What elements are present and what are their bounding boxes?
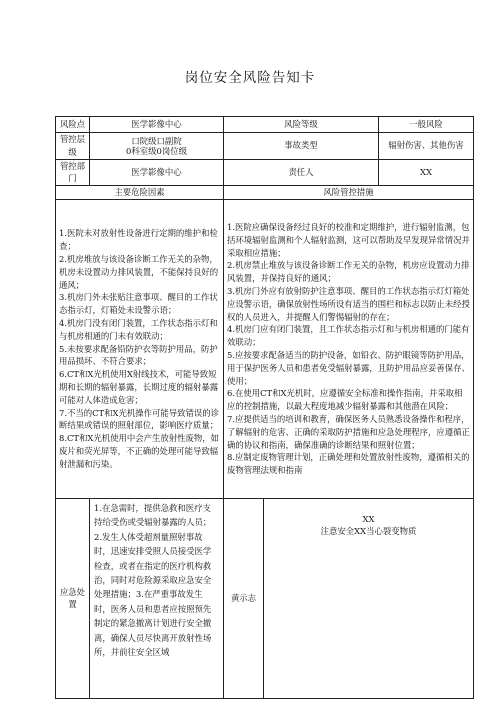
control-level-line-1: 口院级口副院 bbox=[131, 135, 182, 146]
risk-point-label: 风险点 bbox=[56, 117, 90, 133]
risk-point-value: 医学影像中心 bbox=[90, 117, 224, 133]
measure-item: 5.应按要求配备适当的防护设备，如铅衣、防护眼镜等防护用品，用于保护医务人员和患者免受辐射暴露，且防护用品应妥善保存、使用； bbox=[227, 349, 470, 386]
row-factors-measures bbox=[56, 199, 474, 498]
measure-item: 8.应制定废物管理计划，正确处理和处置放射性废物，遵循相关的废物管理法规和指南 bbox=[227, 452, 470, 476]
measures-list bbox=[224, 199, 474, 498]
row-control-level bbox=[56, 133, 474, 160]
factor-item: 2.机房堆放与该设备诊断工作无关的杂物，机房未设置动力排风装置，不能保持良好的通风； bbox=[59, 254, 219, 290]
accident-type-value: 辐射伤害、其他伤害 bbox=[379, 133, 474, 160]
factors-list bbox=[56, 199, 224, 498]
factor-item: 5.未按要求配备铅防护衣等防护用品，防护用品损坏、不符合要求； bbox=[59, 343, 218, 367]
sign-label: 黄示志 bbox=[224, 498, 264, 698]
risk-level-value: 一般风险 bbox=[379, 117, 474, 133]
row-department bbox=[56, 159, 474, 186]
measure-item: 7.应提供适当的培训和教育，确保医务人员熟悉设备操作和程序，了解辐射的危害、正确的采取防护措施和应急处理程序，应遵循正确的协议和指南，确保准确的诊断结果和照射位置； bbox=[227, 413, 470, 450]
factor-item: 3.机房门外未张贴注意事项、醒目的工作状态指示灯，灯箱处未设警示语； bbox=[59, 292, 218, 316]
dept-value: 医学影像中心 bbox=[90, 159, 224, 186]
emergency-label: 应急处置 bbox=[56, 498, 90, 698]
measure-item: 3.机房门外应有放射防护注意事项、醒目的工作状态指示灯灯箱处应设警示语，确保放射性场所设有适当的围栏和标志以防止未经授权的人员进入，并提醒人们警惕辐射的存在； bbox=[227, 286, 470, 322]
factor-item: 6.CT和X光机使用X射线技术，可能导致短期和长期的辐射暴露，长期过度的辐射暴露可能对人体造成危害； bbox=[59, 369, 219, 405]
dept-label: 管控部门 bbox=[56, 159, 90, 186]
factor-item: 7.不当的CT和X光机操作可能导致错误的诊断结果或错误的照射部位，影响医疗质量； bbox=[59, 407, 219, 431]
measures-header: 风险管控措施 bbox=[224, 186, 474, 200]
measure-item: 6.在使用CT和X光机时，应遵循安全标准和操作指南，并采取相应的控制措施，以最大程度地减少辐射暴露和其他潜在风险； bbox=[227, 388, 463, 412]
accident-type-label: 事故类型 bbox=[224, 133, 379, 160]
emergency-text: 1.在急需时，提供急救和医疗支持给受伤或受辐射暴露的人员；2.发生人体受超剂量照射事故时，迅速安排受照人员接受医学检查，或者在指定的医疗机构救治，同时对危险源采取应急安全处理措施；3.在严重事故发生时，医务人员和患者应按照预先制定的紧急撤离计划进行安全撤离，确保人员尽快离开放射性场所，并前往安全区域 bbox=[90, 498, 224, 698]
sign-area bbox=[264, 499, 473, 695]
control-level-line-2: 0科室级0岗位级 bbox=[126, 145, 187, 156]
person-value: XX bbox=[379, 159, 474, 186]
page-title: 岗位安全风险告知卡 bbox=[184, 70, 316, 86]
control-level-label: 管控层级 bbox=[56, 133, 90, 160]
sign-content bbox=[264, 498, 474, 698]
row-risk-point bbox=[56, 117, 474, 133]
sign-line-2: 注意安全XX当心裂变物质 bbox=[320, 525, 417, 536]
row-emergency bbox=[56, 498, 474, 698]
risk-level-label: 风险等级 bbox=[224, 117, 379, 133]
risk-card-table bbox=[55, 116, 474, 699]
factors-header: 主要危险因素 bbox=[56, 186, 224, 200]
factor-item: 4.机房门没有闭门装置，工作状态指示灯和与机房相通的门未有效联动； bbox=[59, 317, 218, 341]
row-section-headers bbox=[56, 186, 474, 200]
sign-line-1: XX bbox=[362, 513, 375, 524]
factor-item: 8.CT和X光机使用中会产生放射性废物，如废片和荧光屏等，不正确的处理可能导致辐射泄漏和污染。 bbox=[59, 433, 219, 469]
measure-item: 2.机房禁止堆放与该设备诊断工作无关的杂物，机房应设置动力排风装置，并保持良好的通风； bbox=[227, 260, 470, 284]
measure-item: 4.机房门应有闭门装置，且工作状态指示灯和与机房相通的门能有效联动； bbox=[227, 324, 470, 348]
factor-item: 1.医院未对放射性设备进行定期的维护和检查； bbox=[59, 228, 218, 252]
measure-item: 1.医院应确保设备经过良好的校准和定期维护，进行辐射监测，包括环境辐射监测和个人辐射监测，这可以帮助及早发现异常情况并采取相应措施； bbox=[227, 222, 470, 258]
person-label: 责任人 bbox=[224, 159, 379, 186]
control-level-value bbox=[90, 133, 224, 160]
